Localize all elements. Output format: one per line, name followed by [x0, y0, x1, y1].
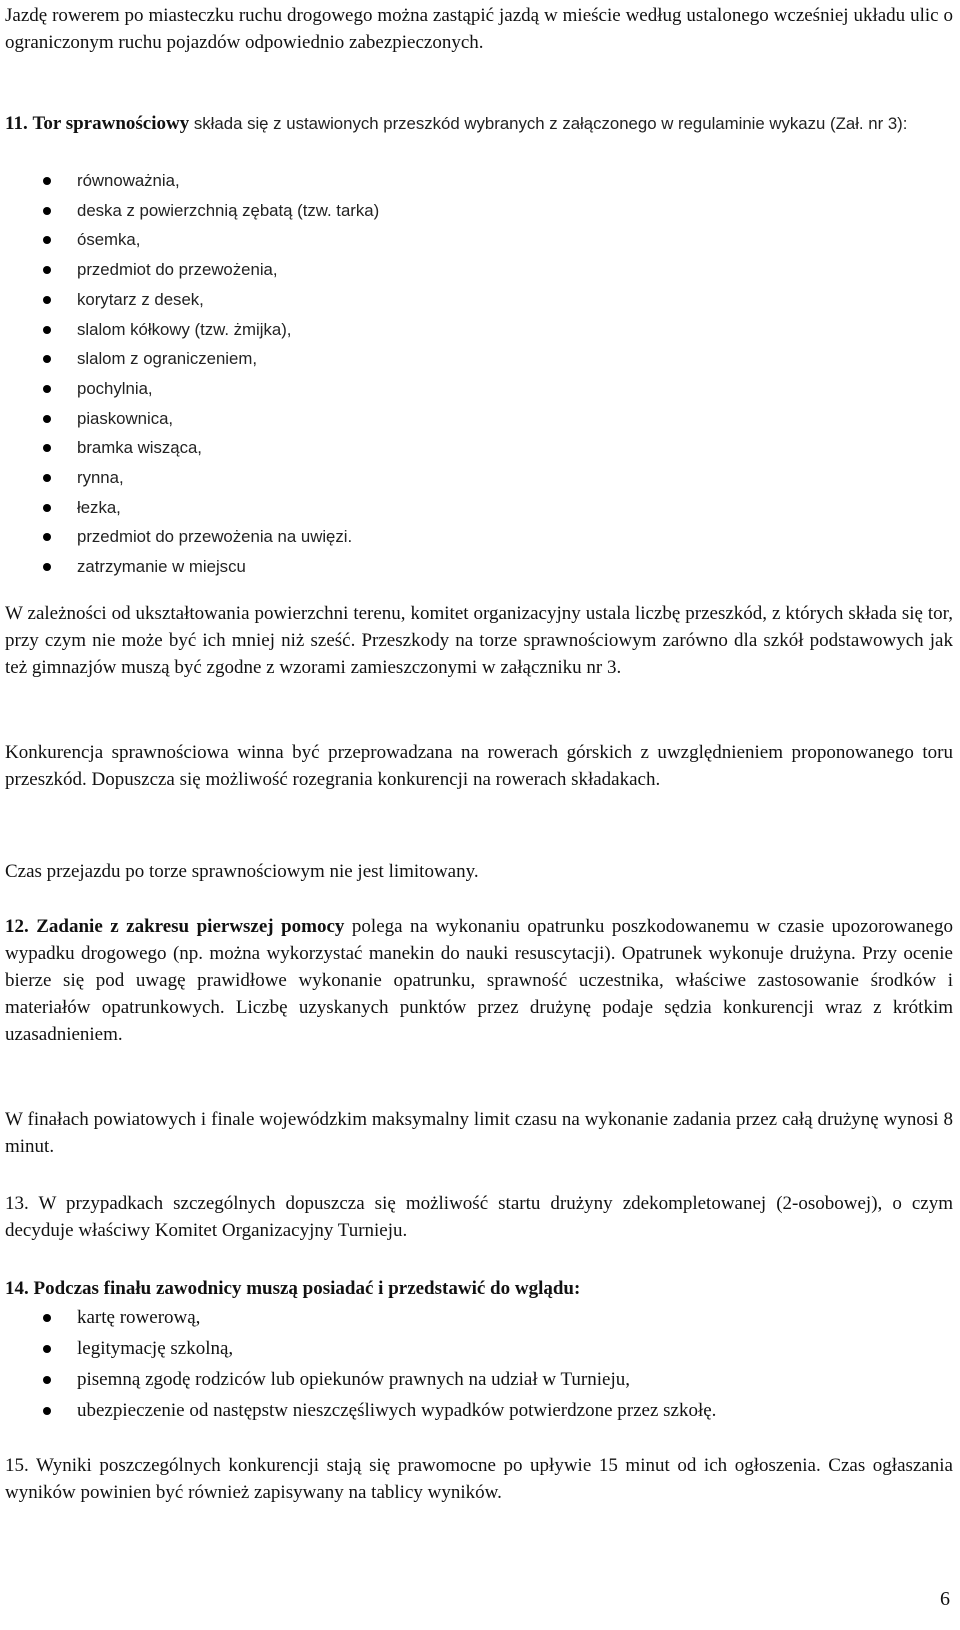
bullet-icon: [43, 1314, 51, 1322]
bullet-icon: [43, 1345, 51, 1353]
list-item-text: przedmiot do przewożenia,: [77, 260, 278, 280]
item-12-text: polega na wykonaniu opatrunku poszkodowanemu w czasie upozorowanego wypadku drogowego (np. można wykorzystać manekin do nauki resuscytacji). Opatrunek wykonuje drużyna. Przy ocenie bierze się pod uwagę prawidłowe wykonanie opatrunku, sprawność uczestnika, właściwe zastosowanie środków i materiałów opatrunkowych. Liczbę uzyskanych punktów przez drużynę podaje sędzia konkurencji wraz z krótkim uzasadnieniem.: [5, 916, 953, 1045]
bullet-icon: [43, 266, 51, 274]
list-item: [5, 285, 953, 315]
list-item: [5, 522, 953, 552]
item-14-title: 14. Podczas finału zawodnicy muszą posiadać i przedstawić do wglądu:: [5, 1278, 581, 1299]
item-11-number: 11.: [5, 113, 28, 134]
list-item-text: pisemną zgodę rodziców lub opiekunów prawnych na udział w Turnieju,: [77, 1369, 630, 1390]
obstacle-list: [5, 166, 953, 582]
item-11-intro: składa się z ustawionych przeszkód wybranych z załączonego w regulaminie wykazu (Zał. nr 3):: [189, 114, 908, 133]
list-item-text: przedmiot do przewożenia na uwięzi.: [77, 527, 353, 547]
item-11-heading: [5, 110, 953, 137]
bullet-icon: [43, 504, 51, 512]
bullet-icon: [43, 533, 51, 541]
item-12-para-2: W finałach powiatowych i finale wojewódzkim maksymalny limit czasu na wykonanie zadania przez całą drużynę wynosi 8 minut.: [5, 1109, 953, 1157]
list-item-text: zatrzymanie w miejscu: [77, 557, 246, 577]
list-item: [5, 404, 953, 434]
bullet-icon: [43, 385, 51, 393]
bullet-icon: [43, 1376, 51, 1384]
list-item-text: łezka,: [77, 497, 121, 517]
list-item: [5, 255, 953, 285]
item-12-paragraph: [5, 913, 953, 1048]
bullet-icon: [43, 1407, 51, 1415]
list-item-text: rynna,: [77, 468, 124, 488]
list-item: [5, 1395, 953, 1426]
list-item-text: slalom z ograniczeniem,: [77, 349, 258, 369]
list-item-text: ósemka,: [77, 230, 141, 250]
list-item: [5, 463, 953, 493]
bullet-icon: [43, 236, 51, 244]
list-item-text: kartę rowerową,: [77, 1307, 201, 1328]
item-14-heading: [5, 1275, 953, 1302]
list-item: [5, 315, 953, 345]
list-item: [5, 1302, 953, 1333]
list-item-text: bramka wisząca,: [77, 438, 202, 458]
bullet-icon: [43, 296, 51, 304]
item-15-paragraph: 15. Wyniki poszczególnych konkurencji stają się prawomocne po upływie 15 minut od ich ogłoszenia. Czas ogłaszania wyników powinien być również zapisywany na tablicy wyników.: [5, 1455, 953, 1503]
item-11-para-1: W zależności od ukształtowania powierzchni terenu, komitet organizacyjny ustala liczbę przeszkód, z których składa się tor, przy czym nie może być ich mniej niż sześć. Przeszkody na torze sprawnościowym zarówno dla szkół podstawowych jak też gimnazjów muszą być zgodne z wzorami zamieszczonymi w załączniku nr 3.: [5, 603, 953, 678]
bullet-icon: [43, 474, 51, 482]
bullet-icon: [43, 355, 51, 363]
item-11-title: Tor sprawnościowy: [32, 113, 190, 134]
list-item: [5, 166, 953, 196]
item-11-para-3: Czas przejazdu po torze sprawnościowym nie jest limitowany.: [5, 861, 479, 882]
list-item: [5, 493, 953, 523]
intro-paragraph: Jazdę rowerem po miasteczku ruchu drogowego można zastąpić jazdą w mieście według ustalonego wcześniej układu ulic o ograniczonym ruchu pojazdów odpowiednio zabezpieczonych.: [5, 5, 953, 53]
list-item-text: slalom kółkowy (tzw. żmijka),: [77, 319, 292, 339]
bullet-icon: [43, 207, 51, 215]
list-item-text: korytarz z desek,: [77, 289, 204, 309]
bullet-icon: [43, 177, 51, 185]
bullet-icon: [43, 415, 51, 423]
bullet-icon: [43, 444, 51, 452]
list-item: [5, 552, 953, 582]
item-11-para-2: Konkurencja sprawnościowa winna być przeprowadzana na rowerach górskich z uwzględnieniem proponowanego toru przeszkód. Dopuszcza się możliwość rozegrania konkurencji na rowerach składakach.: [5, 742, 953, 790]
list-item: [5, 1364, 953, 1395]
page-number: 6: [940, 1588, 950, 1610]
list-item-text: pochylnia,: [77, 378, 153, 398]
bullet-icon: [43, 326, 51, 334]
item-12-number: 12.: [5, 916, 29, 937]
documents-list: [5, 1302, 953, 1426]
list-item-text: legitymację szkolną,: [77, 1338, 234, 1359]
list-item: [5, 344, 953, 374]
item-12-title: Zadanie z zakresu pierwszej pomocy: [36, 916, 345, 937]
list-item: [5, 1333, 953, 1364]
item-13-paragraph: 13. W przypadkach szczególnych dopuszcza się możliwość startu drużyny zdekompletowanej (2-osobowej), o czym decyduje właściwy Komitet Organizacyjny Turnieju.: [5, 1193, 953, 1241]
list-item-text: równoważnia,: [77, 171, 180, 190]
list-item: [5, 433, 953, 463]
list-item: [5, 196, 953, 226]
list-item-text: deska z powierzchnią zębatą (tzw. tarka): [77, 200, 380, 220]
list-item: [5, 374, 953, 404]
bullet-icon: [43, 563, 51, 571]
list-item: [5, 225, 953, 255]
list-item-text: piaskownica,: [77, 408, 174, 428]
list-item-text: ubezpieczenie od następstw nieszczęśliwych wypadków potwierdzone przez szkołę.: [77, 1400, 717, 1421]
